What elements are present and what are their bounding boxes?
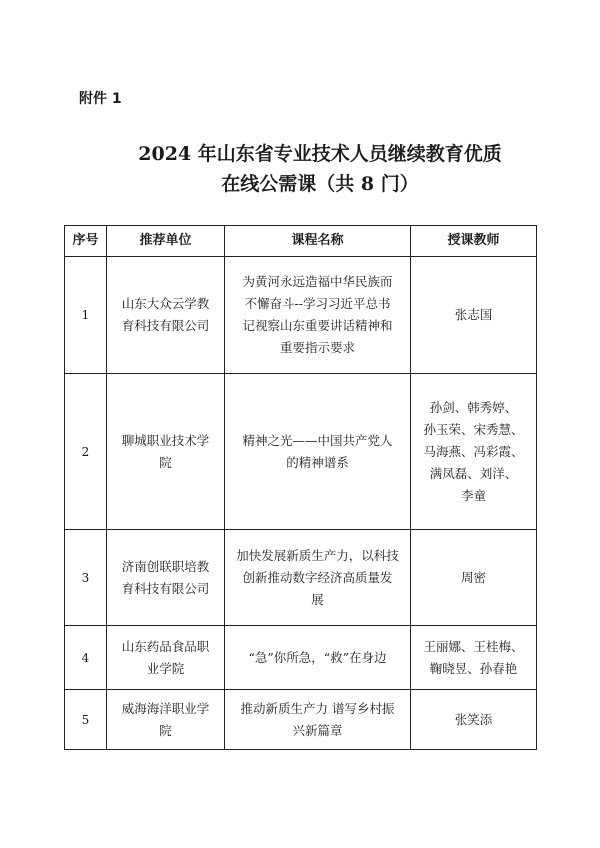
header-teacher: 授课教师 — [411, 226, 537, 257]
teacher-line: 张笑添 — [454, 711, 493, 727]
row-index: 5 — [65, 690, 107, 750]
header-unit: 推荐单位 — [107, 226, 225, 257]
unit-line: 济南创联职培教 — [121, 558, 210, 574]
course-line: 重要指示要求 — [279, 340, 355, 355]
course-line: 创新推动数字经济高质量发 — [242, 569, 393, 585]
course-line: “急”你所急，“救”在身边 — [248, 649, 387, 665]
course-line: 为黄河永远造福中华民族而 — [242, 274, 393, 289]
unit-line: 业学院 — [146, 660, 185, 676]
teachers — [411, 374, 537, 530]
unit-line: 山东大众云学教 — [121, 296, 210, 311]
recommending-unit — [107, 530, 225, 626]
table-header-row — [65, 226, 537, 257]
course-name — [225, 626, 411, 690]
table-row — [65, 690, 537, 750]
course-name — [225, 374, 411, 530]
row-index: 2 — [65, 374, 107, 530]
table-row — [65, 530, 537, 626]
teacher-line: 张志国 — [454, 307, 493, 322]
recommending-unit — [107, 690, 225, 750]
header-index: 序号 — [65, 226, 107, 257]
teacher-line: 鞠晓昱、孙春艳 — [429, 660, 518, 676]
table-row — [65, 626, 537, 690]
unit-line: 山东药品食品职 — [121, 638, 210, 654]
teacher-line: 周密 — [460, 569, 486, 585]
course-line: 展 — [311, 591, 324, 607]
course-name — [225, 530, 411, 626]
row-index: 1 — [65, 257, 107, 374]
table-row — [65, 374, 537, 530]
unit-line: 育科技有限公司 — [121, 580, 210, 596]
course-name — [225, 257, 411, 374]
attachment-label: 附件 1 — [79, 91, 122, 107]
unit-line: 聊城职业技术学 — [121, 432, 210, 448]
teacher-line: 孙剑、韩秀婷、 — [429, 399, 518, 415]
table-row — [65, 257, 537, 374]
unit-line: 院 — [159, 454, 172, 470]
course-line: 兴新篇章 — [292, 722, 343, 738]
teacher-line: 孙玉荣、宋秀慧、 — [423, 421, 524, 437]
teacher-line: 马海燕、冯彩霞、 — [423, 443, 524, 459]
teachers — [411, 690, 537, 750]
course-line: 精神之光——中国共产党人 — [242, 432, 393, 448]
course-line: 加快发展新质生产力，以科技 — [236, 547, 399, 563]
recommending-unit — [107, 626, 225, 690]
course-name — [225, 690, 411, 750]
header-course: 课程名称 — [225, 226, 411, 257]
course-line: 记视察山东重要讲话精神和 — [242, 318, 393, 333]
unit-line: 院 — [159, 722, 172, 738]
row-index: 4 — [65, 626, 107, 690]
course-line: 推动新质生产力 谱写乡村振 — [240, 700, 395, 716]
teachers — [411, 530, 537, 626]
teacher-line: 王丽娜、王桂梅、 — [423, 638, 524, 654]
teachers — [411, 257, 537, 374]
teacher-line: 满凤磊、刘洋、 — [429, 465, 518, 481]
teachers — [411, 626, 537, 690]
unit-line: 威海海洋职业学 — [121, 700, 210, 716]
course-line: 不懈奋斗--学习习近平总书 — [244, 296, 391, 311]
teacher-line: 李童 — [460, 487, 486, 503]
recommending-unit — [107, 257, 225, 374]
document-title-line-1: 2024 年山东省专业技术人员继续教育优质 — [138, 143, 502, 165]
document-title-line-2: 在线公需课（共 8 门） — [221, 173, 419, 195]
recommending-unit — [107, 374, 225, 530]
unit-line: 育科技有限公司 — [121, 318, 210, 333]
course-table — [64, 225, 537, 750]
row-index: 3 — [65, 530, 107, 626]
course-line: 的精神谱系 — [286, 454, 349, 470]
